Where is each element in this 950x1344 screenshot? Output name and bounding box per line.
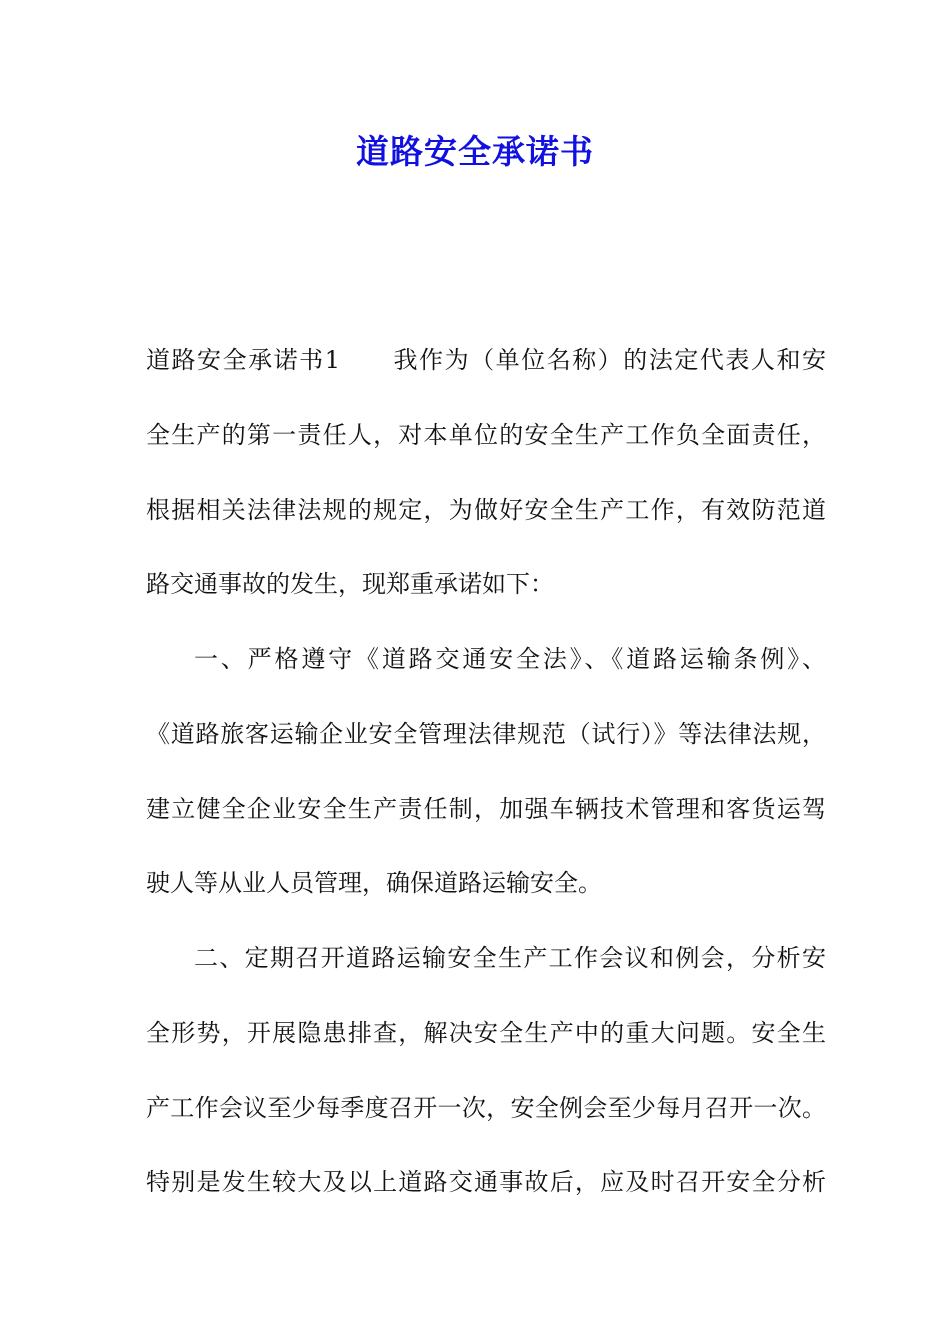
paragraph-line: 建立健全企业安全生产责任制，加强车辆技术管理和客货运驾: [146, 795, 826, 823]
section-heading: 道路安全承诺书1: [146, 346, 340, 374]
paragraph-line: 特别是发生较大及以上道路交通事故后，应及时召开安全分析: [146, 1168, 826, 1196]
paragraph-text: 我作为（单位名称）的法定代表人和安: [391, 346, 826, 374]
paragraph-line: 二、定期召开道路运输安全生产工作会议和例会，分析安: [194, 944, 826, 972]
paragraph-line: 产工作会议至少每季度召开一次，安全例会至少每月召开一次。: [146, 1094, 826, 1122]
paragraph-line: 路交通事故的发生，现郑重承诺如下：: [146, 570, 554, 598]
document-title: 道路安全承诺书: [356, 132, 594, 171]
paragraph-line: 全形势，开展隐患排查，解决安全生产中的重大问题。安全生: [146, 1019, 826, 1047]
paragraph-line: 《道路旅客运输企业安全管理法律规范（试行）》等法律法规，: [146, 720, 826, 748]
paragraph-line: 驶人等从业人员管理，确保道路运输安全。: [146, 869, 602, 897]
paragraph-line: [146, 340, 826, 380]
paragraph-line: 一、严格遵守《道路交通安全法》、《道路运输条例》、: [194, 645, 826, 673]
paragraph-line: 根据相关法律法规的规定，为做好安全生产工作，有效防范道: [146, 496, 826, 524]
paragraph-line: 全生产的第一责任人，对本单位的安全生产工作负全面责任，: [146, 421, 826, 449]
